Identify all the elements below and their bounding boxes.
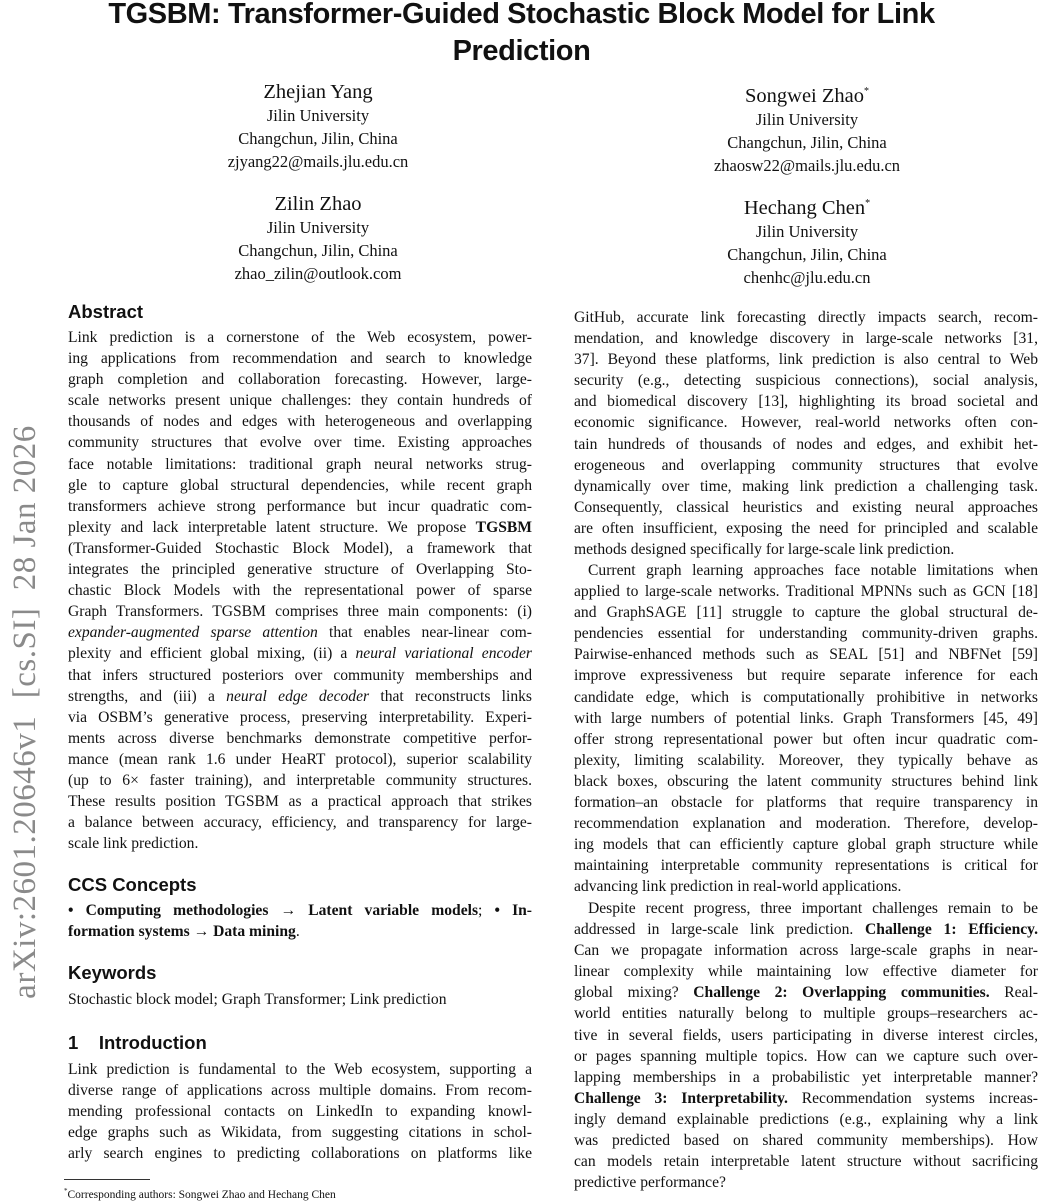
- text-line: and biomedical discovery [13], highlighting its broad societal and: [574, 393, 1038, 411]
- text-segment: that enables near-linear com-: [317, 624, 532, 642]
- text-line: Link prediction is a cornerstone of the Web ecosystem, power-: [68, 329, 532, 346]
- arxiv-identifier-stamp: arXiv:2601.20646v1 [cs.SI] 28 Jan 2026: [7, 425, 43, 999]
- text-line: [68, 900, 532, 921]
- footnote: [64, 1184, 336, 1202]
- text-line: ing models that can efficiently capture global graph structure while: [574, 836, 1038, 854]
- text-line: and GraphSAGE [11] struggle to capture the global structural de-: [574, 604, 1038, 622]
- text-line: integrates the principled generative structure of Overlapping Sto-: [68, 561, 532, 579]
- text-line: [574, 982, 1038, 1003]
- author-block: [148, 80, 488, 174]
- italic-text: neural variational encoder: [355, 645, 532, 663]
- text-line: [68, 517, 532, 538]
- text-line: [574, 1088, 1038, 1109]
- text-line: pendencies essential for understanding community-driven graphs.: [574, 625, 1038, 643]
- text-line: ing applications from recommendation and search to knowledge: [68, 350, 532, 368]
- text-line: [68, 622, 532, 643]
- text-line: plexity, limiting scalability. Moreover, they typically behave as: [574, 751, 1038, 769]
- text-line: a balance between accuracy, efficiency, and transparency for large-: [68, 814, 532, 832]
- text-line: or pages spanning multiple topics. How can we capture such over-: [574, 1047, 1038, 1065]
- text-line: applied to large-scale networks. Traditional MPNNs such as GCN [18]: [574, 583, 1038, 601]
- text-line: GitHub, accurate link forecasting directly impacts search, recom-: [574, 309, 1038, 326]
- text-line: transformers achieve strong performance but incur quadratic com-: [68, 497, 532, 515]
- text-line: Can we propagate information across large-scale graphs in near-: [574, 942, 1038, 960]
- author-name: Zilin Zhao: [274, 193, 362, 215]
- bold-text: Challenge 2: Overlapping communities.: [693, 984, 990, 1002]
- text-line: tain hundreds of thousands of nodes and edges, and exhibit het-: [574, 435, 1038, 453]
- title-line: Prediction: [452, 35, 591, 67]
- text-line: recommendation explanation and moderation. Therefore, develop-: [574, 815, 1038, 833]
- text-line: chastic Block Models with the representational power of sparse: [68, 582, 532, 600]
- author-block: [637, 80, 977, 177]
- text-line: Stochastic block model; Graph Transformer; Link prediction: [68, 991, 447, 1008]
- author-affiliation: Jilin University: [266, 218, 370, 237]
- text-line: are often insufficient, exposing the need for principled and scalable: [574, 519, 1038, 537]
- text-line: mance (mean rank 1.6 under HeaRT protocol), superior scalability: [68, 750, 532, 768]
- text-line: (up to 6× faster training), and interpretable community structures.: [68, 771, 532, 789]
- author-email: zjyang22@mails.jlu.edu.cn: [227, 152, 409, 172]
- author-block: [148, 192, 488, 286]
- bold-text: formation systems → Data mining: [68, 923, 296, 941]
- author-name: Songwei Zhao*: [745, 84, 869, 107]
- text-line: (Transformer-Guided Stochastic Block Model), a framework that: [68, 539, 532, 557]
- author-name: Zhejian Yang: [263, 81, 373, 103]
- italic-text: neural edge decoder: [226, 687, 370, 705]
- text-line: was predicted based on shared community memberships). How: [574, 1132, 1038, 1150]
- text-line: with large numbers of potential links. Graph Transformers [45, 49]: [574, 709, 1038, 727]
- text-segment: plexity and lack interpretable latent structure. We propose: [68, 518, 476, 536]
- text-line: graph completion and collaboration forecasting. However, large-: [68, 371, 532, 389]
- text-line: [68, 643, 532, 664]
- text-line: Despite recent progress, three important challenges remain to be: [588, 900, 1038, 917]
- introduction-paragraph: [68, 1059, 532, 1164]
- footnote-rule: [64, 1179, 150, 1180]
- text-line: linear complexity while maintaining low effective diameter for: [574, 963, 1038, 981]
- ccs-body: [68, 900, 532, 942]
- author-affiliation: Jilin University: [755, 221, 859, 241]
- author-block: [637, 192, 977, 289]
- text-line: Graph Transformers. TGSBM comprises three main components: (i): [68, 603, 532, 621]
- text-line: predictive performance?: [574, 1174, 726, 1192]
- text-line: mendation, and knowledge discovery in large-scale networks [31,: [574, 330, 1038, 348]
- text-segment: ;: [478, 902, 495, 919]
- text-line: [574, 919, 1038, 940]
- text-line: improve expressiveness but require separate inference for each: [574, 667, 1038, 685]
- text-line: Current graph learning approaches face notable limitations when: [588, 562, 1038, 579]
- keywords-body: [68, 989, 532, 1010]
- abstract-body: [68, 327, 532, 854]
- author-affiliation: Jilin University: [266, 106, 370, 125]
- text-line: candidate edge, which is computationally prohibitive in networks: [574, 688, 1038, 706]
- text-line: arly search engines to predicting collaborations on platforms like: [68, 1145, 532, 1163]
- text-line: edge graphs such as Wikidata, from suggesting citations in schol-: [68, 1124, 532, 1142]
- italic-text: expander-augmented sparse attention: [68, 624, 318, 642]
- text-line: diverse range of applications across multiple domains. From recom-: [68, 1082, 532, 1100]
- author-email: zhao_zilin@outlook.com: [234, 264, 402, 284]
- footnote-text: Corresponding authors: Songwei Zhao and Hechang Chen: [67, 1188, 336, 1201]
- introduction-heading: 1 Introduction: [68, 1032, 207, 1053]
- text-line: world entities naturally belong to multiple groups–researchers ac-: [574, 1005, 1038, 1023]
- text-segment: addressed in large-scale link prediction.: [574, 921, 866, 939]
- author-name: Hechang Chen*: [743, 196, 871, 219]
- text-line: advancing link prediction in real-world applications.: [574, 878, 902, 896]
- text-line: formation–an obstacle for platforms that require transparency in: [574, 794, 1038, 812]
- text-segment: strengths, and (iii) a: [68, 687, 227, 705]
- text-segment: that reconstructs links: [369, 687, 532, 705]
- text-line: 37]. Beyond these platforms, link prediction is also central to Web: [574, 351, 1038, 369]
- text-line: [68, 686, 532, 707]
- text-line: gle to capture global structural dependencies, while recent graph: [68, 476, 532, 494]
- bold-text: TGSBM: [475, 518, 532, 536]
- ccs-heading: CCS Concepts: [68, 874, 197, 895]
- text-line: security (e.g., detecting suspicious connections), social analysis,: [574, 372, 1038, 390]
- bold-text: Challenge 3: Interpretability.: [574, 1089, 788, 1107]
- author-affiliation: Jilin University: [755, 109, 859, 129]
- author-location: Changchun, Jilin, China: [727, 133, 887, 153]
- text-line: Pairwise-enhanced methods such as SEAL [51] and NBFNet [59]: [574, 646, 1038, 664]
- text-line: mending professional contacts on LinkedIn to expanding knowl-: [68, 1103, 532, 1121]
- text-line: offer strong representational power but often incur quadratic com-: [574, 730, 1038, 748]
- text-line: via OSBM’s generative process, preserving interpretability. Experi-: [68, 708, 532, 726]
- keywords-heading: Keywords: [68, 962, 157, 983]
- author-location: Changchun, Jilin, China: [238, 241, 398, 261]
- text-line: dynamically over time, making link prediction a challenging task.: [574, 477, 1038, 495]
- text-line: economic significance. However, real-world networks often con-: [574, 414, 1038, 432]
- title-line: TGSBM: Transformer-Guided Stochastic Block Model for Link: [108, 0, 935, 30]
- text-line: scale networks present unique challenges: they contain hundreds of: [68, 392, 532, 410]
- text-segment: .: [295, 923, 300, 941]
- introduction-paragraph: [574, 560, 1038, 898]
- text-line: ingly demand explainable predictions (e.g., explaining why a link: [574, 1110, 1038, 1128]
- text-line: [68, 921, 532, 942]
- text-line: can models retain interpretable latent structure without sacrificing: [574, 1153, 1038, 1171]
- author-email: zhaosw22@mails.jlu.edu.cn: [713, 156, 901, 176]
- corresponding-mark: *: [864, 86, 869, 97]
- text-line: methods designed specifically for large-scale link prediction.: [574, 541, 955, 559]
- text-line: These results position TGSBM as a practical approach that strikes: [68, 793, 532, 811]
- text-line: lapping memberships in a probabilistic yet interpretable manner?: [574, 1068, 1038, 1086]
- text-segment: global mixing?: [574, 984, 694, 1002]
- text-line: thousands of nodes and edges with heterogeneous and overlapping: [68, 413, 532, 431]
- text-line: face notable limitations: traditional graph neural networks strug-: [68, 455, 532, 473]
- text-line: ments across diverse benchmarks demonstrate competitive perfor-: [68, 729, 532, 747]
- abstract-heading: Abstract: [68, 301, 144, 322]
- text-line: erogeneous and overlapping community structures that evolve: [574, 456, 1038, 474]
- author-email: chenhc@jlu.edu.cn: [743, 268, 871, 288]
- introduction-paragraph: [574, 898, 1038, 1193]
- text-line: Link prediction is fundamental to the Web ecosystem, supporting a: [68, 1061, 532, 1078]
- text-line: tive in several fields, users participating in diverse interest circles,: [574, 1026, 1038, 1044]
- text-line: community structures that evolve over time. Existing approaches: [68, 434, 532, 452]
- text-line: black boxes, obscuring the latent community structures behind link: [574, 772, 1038, 790]
- text-line: Consequently, classical heuristics and existing neural approaches: [574, 498, 1038, 516]
- text-line: scale link prediction.: [68, 835, 199, 853]
- corresponding-mark: *: [865, 198, 871, 209]
- bold-text: Challenge 1: Efficiency.: [865, 921, 1038, 939]
- text-segment: Recommendation systems increas-: [787, 1089, 1038, 1107]
- text-segment: plexity and efficient global mixing, (ii) a: [68, 645, 356, 663]
- bold-text: • In-: [494, 902, 533, 919]
- author-location: Changchun, Jilin, China: [238, 129, 398, 149]
- text-line: that infers structured posteriors over community memberships and: [68, 666, 532, 684]
- paper-title: [0, 0, 1043, 70]
- footnote-mark: *: [64, 1187, 68, 1195]
- text-segment: Real-: [989, 984, 1038, 1002]
- bold-text: • Computing methodologies → Latent variable models: [68, 902, 479, 919]
- text-line: maintaining interpretable community representations is critical for: [574, 857, 1038, 875]
- introduction-paragraph: [574, 307, 1038, 560]
- author-location: Changchun, Jilin, China: [727, 245, 887, 265]
